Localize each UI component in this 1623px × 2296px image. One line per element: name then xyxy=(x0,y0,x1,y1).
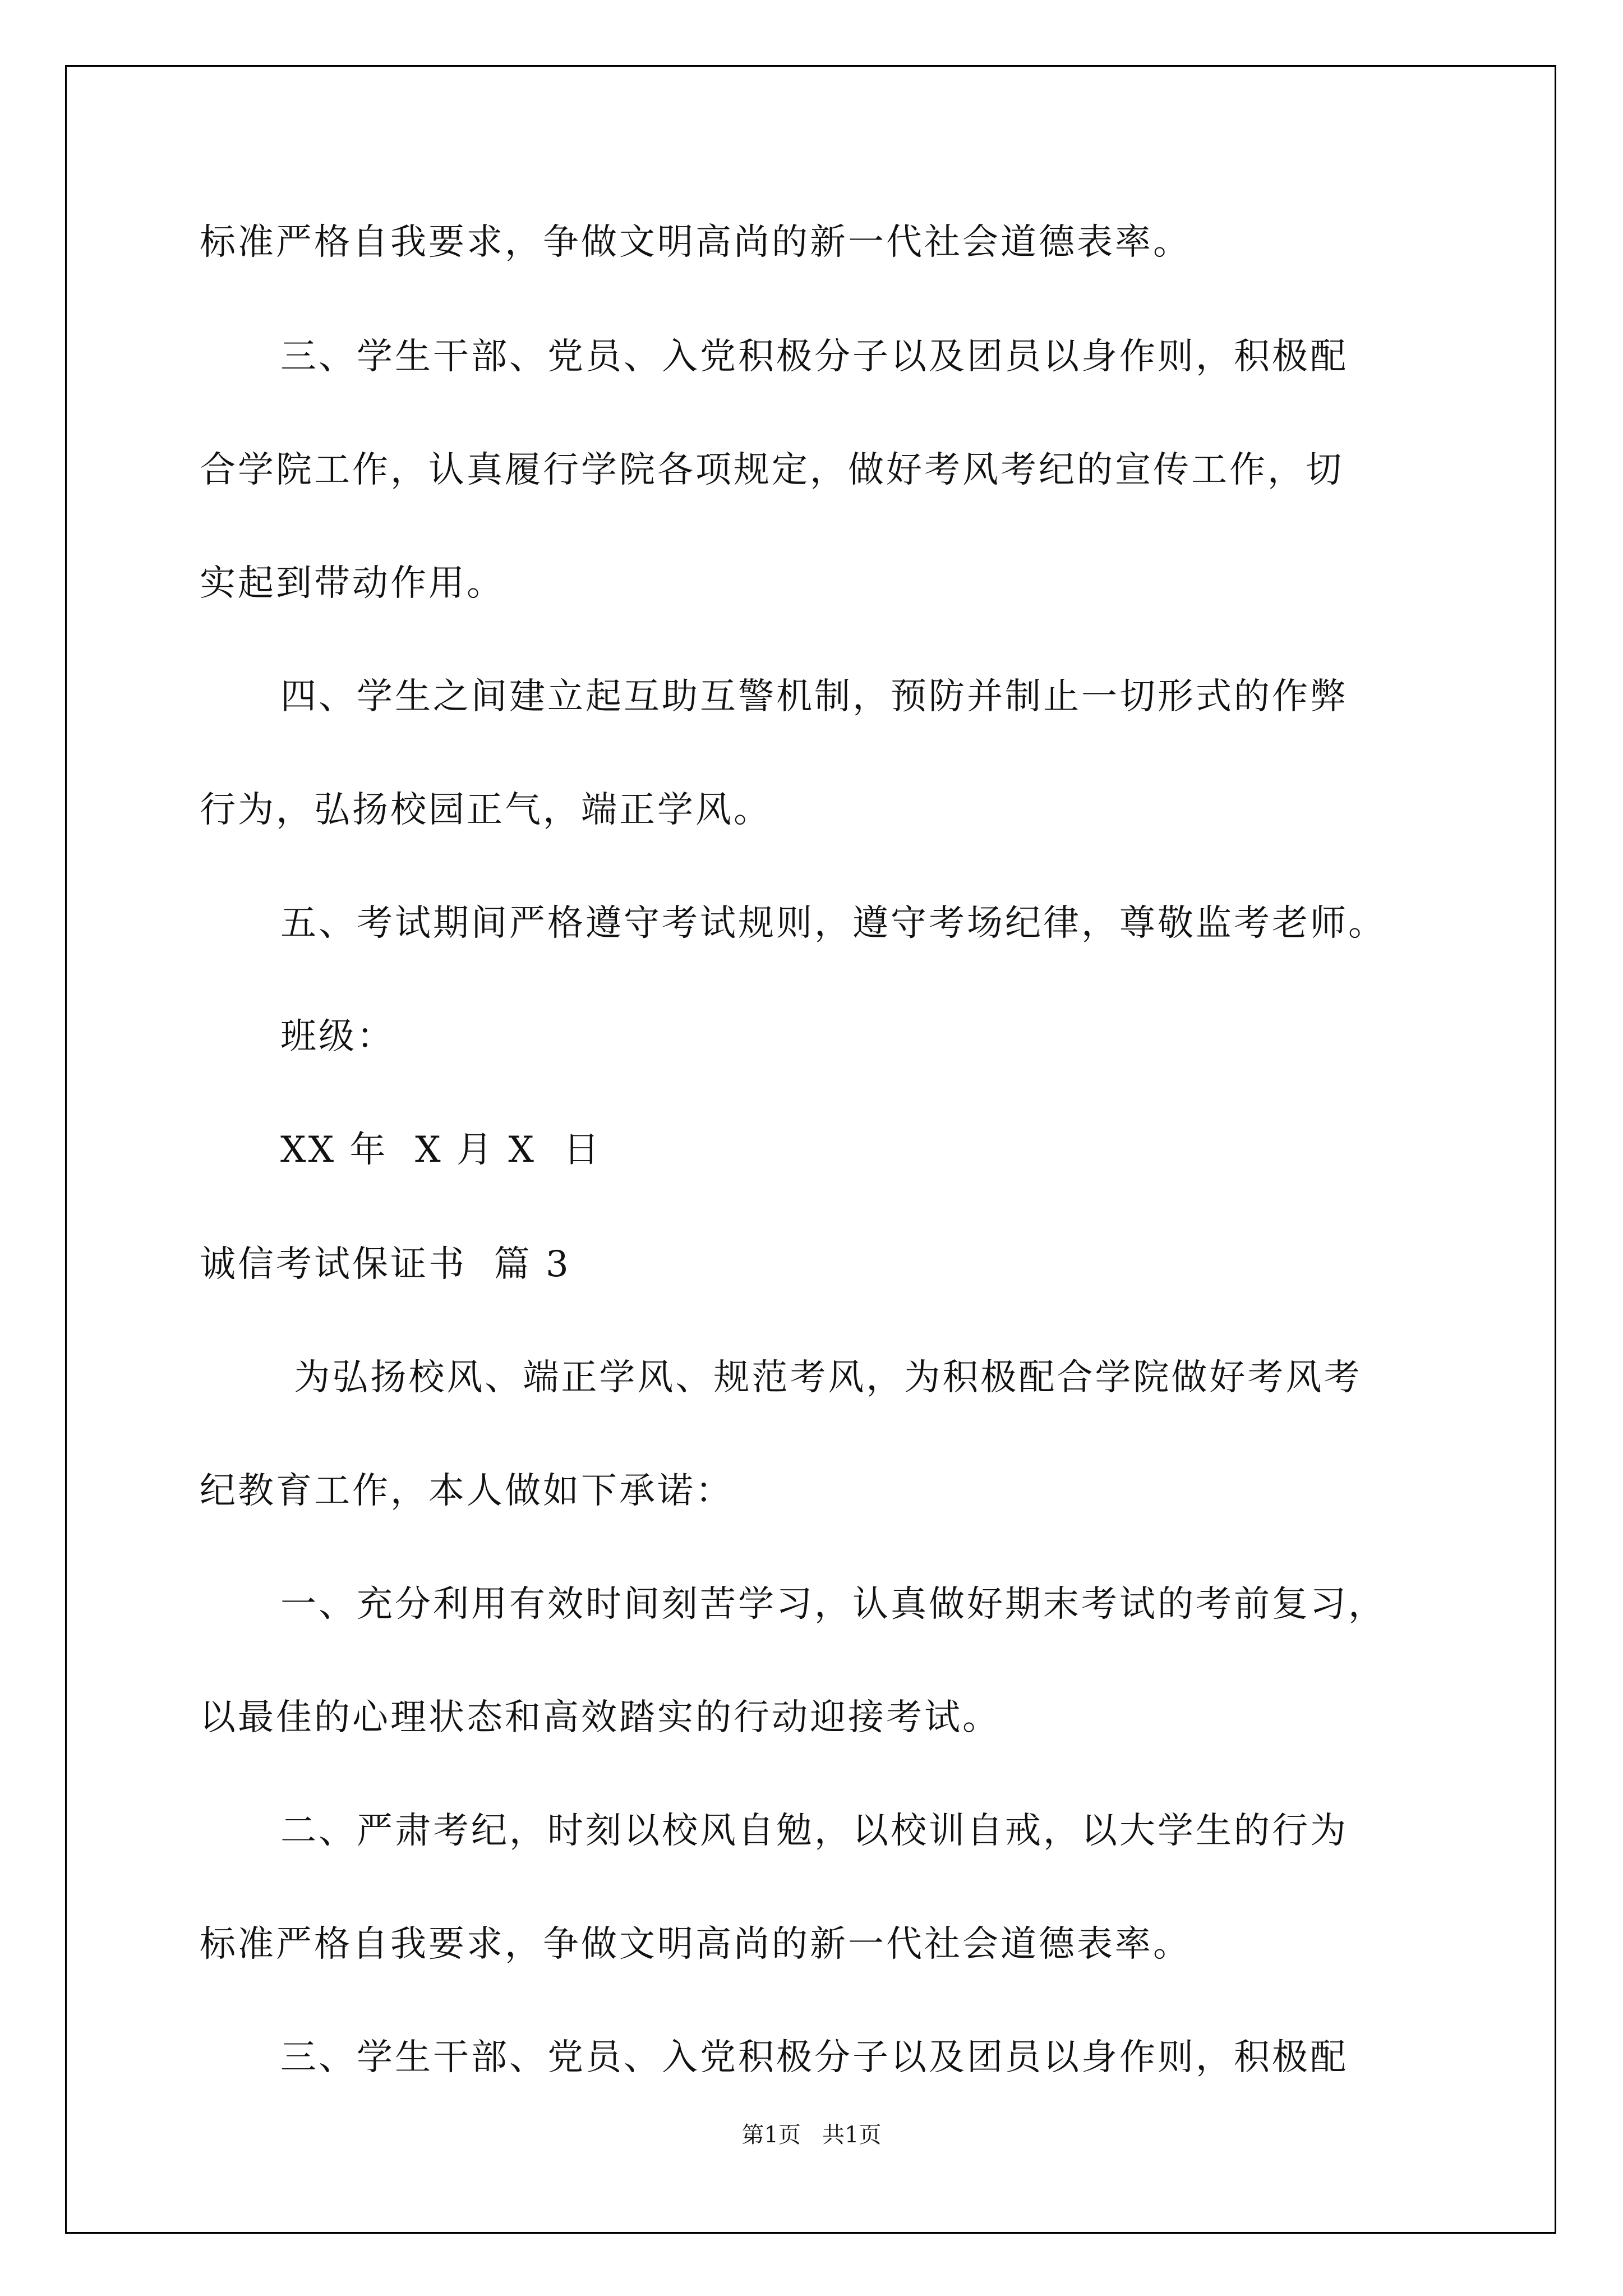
text-line-17: 三、学生干部、党员、入党积极分子以及团员以身作则，积极配 xyxy=(280,2037,1348,2078)
text-line-15: 二、严肃考纪，时刻以校风自勉，以校训自戒，以大学生的行为 xyxy=(280,1810,1348,1852)
text-line-12: 纪教育工作，本人做如下承诺： xyxy=(200,1470,734,1512)
text-line-6: 行为，弘扬校园正气，端正学风。 xyxy=(200,789,772,831)
date-line: XX 年 X 月 X 日 xyxy=(280,1129,602,1171)
text-line-16: 标准严格自我要求，争做文明高尚的新一代社会道德表率。 xyxy=(200,1924,1191,1965)
text-line-3: 合学院工作，认真履行学院各项规定，做好考风考纪的宣传工作，切 xyxy=(200,449,1344,491)
text-line-1: 标准严格自我要求，争做文明高尚的新一代社会道德表率。 xyxy=(200,222,1191,263)
text-line-2: 三、学生干部、党员、入党积极分子以及团员以身作则，积极配 xyxy=(280,336,1348,378)
text-line-11: 为弘扬校风、端正学风、规范考风，为积极配合学院做好考风考 xyxy=(280,1357,1362,1398)
text-line-14: 以最佳的心理状态和高效踏实的行动迎接考试。 xyxy=(200,1697,1000,1738)
section-title: 诚信考试保证书 篇 3 xyxy=(200,1244,571,1285)
page-footer: 第1页 共1页 xyxy=(741,2122,882,2148)
text-line-4: 实起到带动作用。 xyxy=(200,563,505,604)
text-line-5: 四、学生之间建立起互助互警机制，预防并制止一切形式的作弊 xyxy=(280,676,1348,717)
class-label: 班级： xyxy=(280,1016,395,1057)
text-line-13: 一、充分利用有效时间刻苦学习，认真做好期末考试的考前复习， xyxy=(280,1584,1386,1625)
text-line-7: 五、考试期间严格遵守考试规则，遵守考场纪律，尊敬监考老师。 xyxy=(280,903,1386,944)
